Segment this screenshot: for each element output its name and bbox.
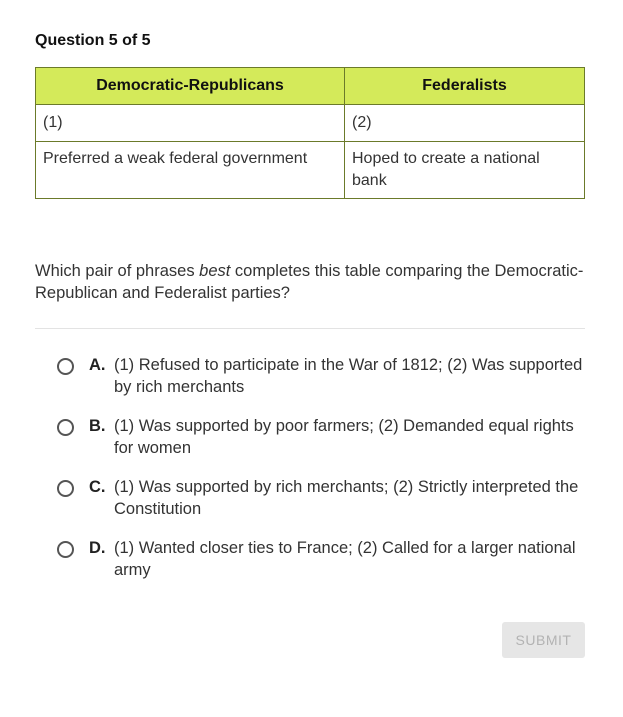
- prompt-text: Which pair of phrases: [35, 262, 200, 280]
- option-text: (1) Was supported by poor farmers; (2) Demanded equal rights for women: [114, 417, 574, 457]
- radio-button[interactable]: [57, 419, 74, 436]
- column-header: Federalists: [345, 68, 585, 105]
- prompt-emphasis: best: [199, 262, 231, 280]
- table-row: [36, 105, 585, 142]
- option-letter: A.: [89, 356, 106, 374]
- option-letter: C.: [89, 478, 106, 496]
- table-cell: Hoped to create a national bank: [345, 142, 585, 199]
- table-cell: Preferred a weak federal government: [36, 142, 345, 199]
- table-cell: (2): [345, 105, 585, 142]
- answer-choices: [57, 354, 587, 598]
- answer-option-c[interactable]: [57, 476, 587, 520]
- prompt-text: completes this table comparing the Democratic-Republican and Federalist parties?: [35, 262, 584, 302]
- answer-option-a[interactable]: [57, 354, 587, 398]
- answer-option-b[interactable]: [57, 415, 587, 459]
- option-letter: D.: [89, 539, 106, 557]
- answer-option-d[interactable]: [57, 537, 587, 581]
- table-cell: (1): [36, 105, 345, 142]
- radio-button[interactable]: [57, 358, 74, 375]
- submit-button[interactable]: SUBMIT: [502, 622, 585, 658]
- comparison-table: [35, 67, 585, 199]
- radio-button[interactable]: [57, 541, 74, 558]
- option-text: (1) Wanted closer ties to France; (2) Called for a larger national army: [114, 539, 576, 579]
- radio-button[interactable]: [57, 480, 74, 497]
- table-header-row: [36, 68, 585, 105]
- divider: [35, 328, 585, 329]
- question-prompt: [35, 260, 585, 304]
- table-row: [36, 142, 585, 199]
- option-letter: B.: [89, 417, 106, 435]
- option-text: (1) Refused to participate in the War of 1812; (2) Was supported by rich merchants: [114, 356, 583, 396]
- question-counter: Question 5 of 5: [35, 32, 151, 49]
- option-text: (1) Was supported by rich merchants; (2) Strictly interpreted the Constitution: [114, 478, 579, 518]
- column-header: Democratic-Republicans: [36, 68, 345, 105]
